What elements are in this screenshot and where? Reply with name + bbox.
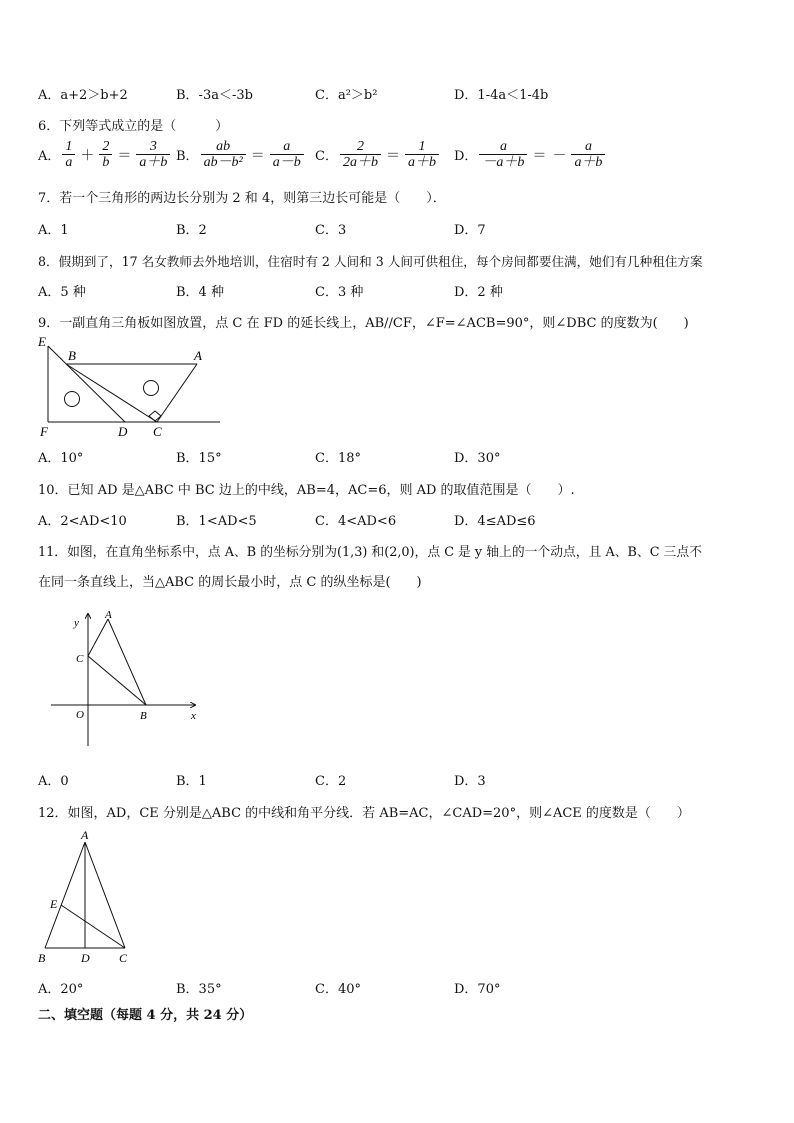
q11-label-y: y bbox=[74, 617, 79, 629]
q6-option-d: D． $\frac{a}{-a+b}$ ＝ － $\frac{a}{a+b}$ bbox=[454, 139, 607, 170]
q12-label-a: A bbox=[81, 828, 89, 842]
q12-triangle-figure bbox=[33, 824, 143, 966]
q5-option-c: C．a²＞b² bbox=[315, 88, 378, 103]
q7-option-b: B．2 bbox=[176, 223, 207, 238]
q9-option-b: B．15° bbox=[176, 451, 222, 466]
q11-label-x: x bbox=[191, 710, 196, 722]
section-heading-fill-in: 二、填空题（每题 4 分，共 24 分） bbox=[38, 1008, 253, 1023]
q9-label-a: A bbox=[194, 348, 202, 363]
q12-line-ce bbox=[61, 905, 125, 948]
q9-hole-right bbox=[144, 381, 159, 396]
q5-option-b: B．-3a＜-3b bbox=[176, 88, 253, 103]
q9-line-ed bbox=[48, 346, 125, 422]
q8-option-a: A．5 种 bbox=[38, 285, 86, 300]
q5-option-a: A．a+2＞b+2 bbox=[38, 88, 128, 103]
q8-stem: 8．假期到了，17 名女教师去外地培训，住宿时有 2 人间和 3 人间可供租住，每个房间都要住满，她们有几种租住方案 bbox=[38, 254, 703, 269]
q12-option-b: B．35° bbox=[176, 982, 222, 997]
q9-label-d: D bbox=[118, 424, 128, 439]
q6-option-b: B． $\frac{ab}{\text{ab－b²}}$ ＝ $\frac{a}{a-b}$ bbox=[176, 139, 306, 170]
q10-option-a: A．2<AD<10 bbox=[38, 514, 127, 529]
q11-option-d: D．3 bbox=[454, 774, 486, 789]
q12-label-c: C bbox=[119, 951, 128, 965]
q10-option-c: C．4<AD<6 bbox=[315, 514, 397, 529]
q11-label-b: B bbox=[140, 710, 147, 722]
q10-option-b: B．1<AD<5 bbox=[176, 514, 257, 529]
q11-stem-line2: 在同一条直线上，当△ABC 的周长最小时，点 C 的纵坐标是( ) bbox=[38, 575, 422, 590]
q10-option-d: D．4≤AD≤6 bbox=[454, 514, 536, 529]
q9-label-f: F bbox=[40, 424, 48, 439]
q9-stem: 9．一副直角三角板如图放置，点 C 在 FD 的延长线上，AB//CF，∠F=∠ACB=90°，则∠DBC 的度数为( ) bbox=[38, 316, 689, 331]
q6-option-c: C． $\frac{2}{2a+b}$ ＝ $\frac{1}{a+b}$ bbox=[315, 139, 441, 170]
q9-label-e: E bbox=[38, 334, 46, 349]
q11-line-ab bbox=[108, 619, 146, 705]
q5-option-d: D．1-4a＜1-4b bbox=[454, 88, 549, 103]
q11-option-a: A．0 bbox=[38, 774, 69, 789]
q11-stem-line1: 11．如图，在直角坐标系中，点 A、B 的坐标分别为(1,3) 和(2,0)，点 C 是 y 轴上的一个动点，且 A、B、C 三点不 bbox=[38, 545, 702, 560]
q11-label-a: A bbox=[105, 609, 112, 621]
q12-label-e: E bbox=[50, 897, 58, 911]
q11-label-o: O bbox=[76, 709, 84, 721]
q9-option-c: C．18° bbox=[315, 451, 361, 466]
q12-line-ab bbox=[45, 842, 85, 948]
q8-option-d: D．2 种 bbox=[454, 285, 503, 300]
q6-option-a: A． $\frac{1}{a}$ ＋ $\frac{2}{b}$ ＝ $\frac{3}{a+b}$ bbox=[38, 139, 172, 170]
q9-label-b: B bbox=[68, 348, 76, 363]
q9-label-c: C bbox=[153, 424, 162, 439]
q11-option-b: B．1 bbox=[176, 774, 207, 789]
q10-stem: 10．已知 AD 是△ABC 中 BC 边上的中线，AB=4，AC=6，则 AD 的取值范围是（ ）. bbox=[38, 483, 575, 498]
q11-coordinate-figure bbox=[45, 606, 205, 750]
q9-triangle-figure bbox=[30, 332, 230, 440]
q12-option-c: C．40° bbox=[315, 982, 361, 997]
q7-option-c: C．3 bbox=[315, 223, 347, 238]
q7-option-a: A．1 bbox=[38, 223, 69, 238]
q11-line-cb bbox=[88, 656, 146, 705]
q11-option-c: C．2 bbox=[315, 774, 347, 789]
q9-option-d: D．30° bbox=[454, 451, 501, 466]
q12-option-d: D．70° bbox=[454, 982, 501, 997]
q9-hole-left bbox=[65, 392, 80, 407]
q7-option-d: D．7 bbox=[454, 223, 486, 238]
q12-line-ac bbox=[85, 842, 125, 948]
q7-stem: 7．若一个三角形的两边长分别为 2 和 4，则第三边长可能是（ ）． bbox=[38, 191, 446, 206]
q8-option-c: C．3 种 bbox=[315, 285, 364, 300]
q12-stem: 12．如图，AD，CE 分别是△ABC 的中线和角平分线．若 AB=AC，∠CAD=20°，则∠ACE 的度数是（ ） bbox=[38, 806, 690, 821]
q12-label-b: B bbox=[38, 951, 46, 965]
q9-line-bc bbox=[66, 364, 157, 422]
q6-stem: 6．下列等式成立的是（ ） bbox=[38, 119, 229, 134]
q12-option-a: A．20° bbox=[38, 982, 84, 997]
q9-option-a: A．10° bbox=[38, 451, 84, 466]
q8-option-b: B．4 种 bbox=[176, 285, 224, 300]
q9-line-ac bbox=[157, 364, 197, 422]
q11-line-ca bbox=[88, 619, 108, 656]
q12-label-d: D bbox=[81, 951, 90, 965]
q11-label-c: C bbox=[76, 653, 84, 665]
